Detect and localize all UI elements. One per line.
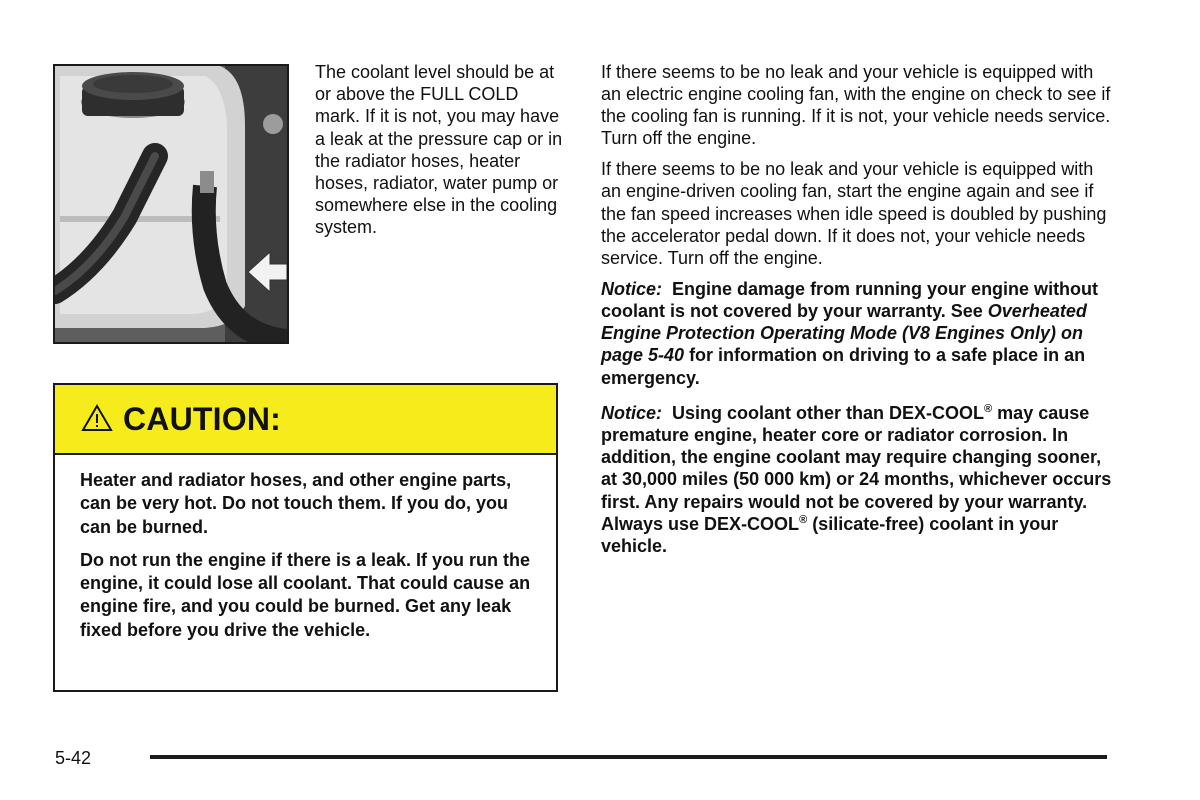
- caution-box: [53, 383, 558, 692]
- registered-mark: ®: [984, 402, 993, 415]
- page-reference: Overheated Engine Protection Operating Mode (V8 Engines Only) on page 5-40: [601, 301, 1087, 366]
- caution-title: CAUTION:: [123, 400, 282, 437]
- page-number: 5-42: [55, 748, 92, 768]
- registered-mark: ®: [799, 513, 808, 526]
- notice-label: Notice:: [601, 402, 663, 423]
- notice-text: (silicate-free) coolant in your vehicle.: [601, 513, 1059, 557]
- coolant-reservoir-illustration: [55, 66, 287, 342]
- notice-text: Using coolant other than DEX-COOL: [672, 402, 985, 423]
- electric-fan-paragraph: If there seems to be no leak and your vehicle is equipped with an electric engine cooling fan, with the engine on check to see if the cooling fan is running. If it is not, your vehicle needs service. Turn off the engine.: [601, 62, 1111, 149]
- notice-text: may cause premature engine, heater core or radiator corrosion. In addition, the engine coolant may require changing sooner, at 30,000 miles (50 000 km) or 24 months, whichever occurs first. Any repairs would not be covered by your warranty. Always use DEX-COOL: [601, 402, 1112, 534]
- figure-caption: The coolant level should be at or above the FULL COLD mark. If it is not, you may have a leak at the pressure cap or in the radiator hoses, heater hoses, radiator, water pump or somewhere else in the cooling system.: [315, 62, 563, 238]
- caution-header: [55, 385, 556, 455]
- notice-text: for information on driving to a safe place in an emergency.: [601, 345, 1086, 388]
- notice-label: Notice:: [601, 278, 663, 299]
- notice-dex-cool: [601, 402, 1116, 557]
- notice-coolant-warranty: [601, 278, 1116, 389]
- coolant-reservoir-photo: [53, 64, 289, 344]
- engine-driven-fan-paragraph: If there seems to be no leak and your vehicle is equipped with an engine-driven cooling fan, start the engine again and see if the fan speed increases when idle speed is doubled by pushing the accelerator pedal down. If it does not, your vehicle needs service. Turn off the engine.: [601, 159, 1107, 268]
- warning-triangle-icon: [81, 404, 113, 432]
- caution-paragraph: Heater and radiator hoses, and other engine parts, can be very hot. Do not touch them. If you do, you can be burned.: [80, 470, 512, 537]
- right-column: [601, 61, 1116, 570]
- notice-text: Engine damage from running your engine without coolant is not covered by your warranty. See: [601, 278, 1099, 322]
- caution-body: [55, 455, 556, 642]
- caution-paragraph: Do not run the engine if there is a leak. If you run the engine, it could lose all coolant. That could cause an engine fire, and you could be burned. Get any leak fixed before you drive the vehicle.: [80, 549, 531, 640]
- footer-rule: [150, 755, 1107, 759]
